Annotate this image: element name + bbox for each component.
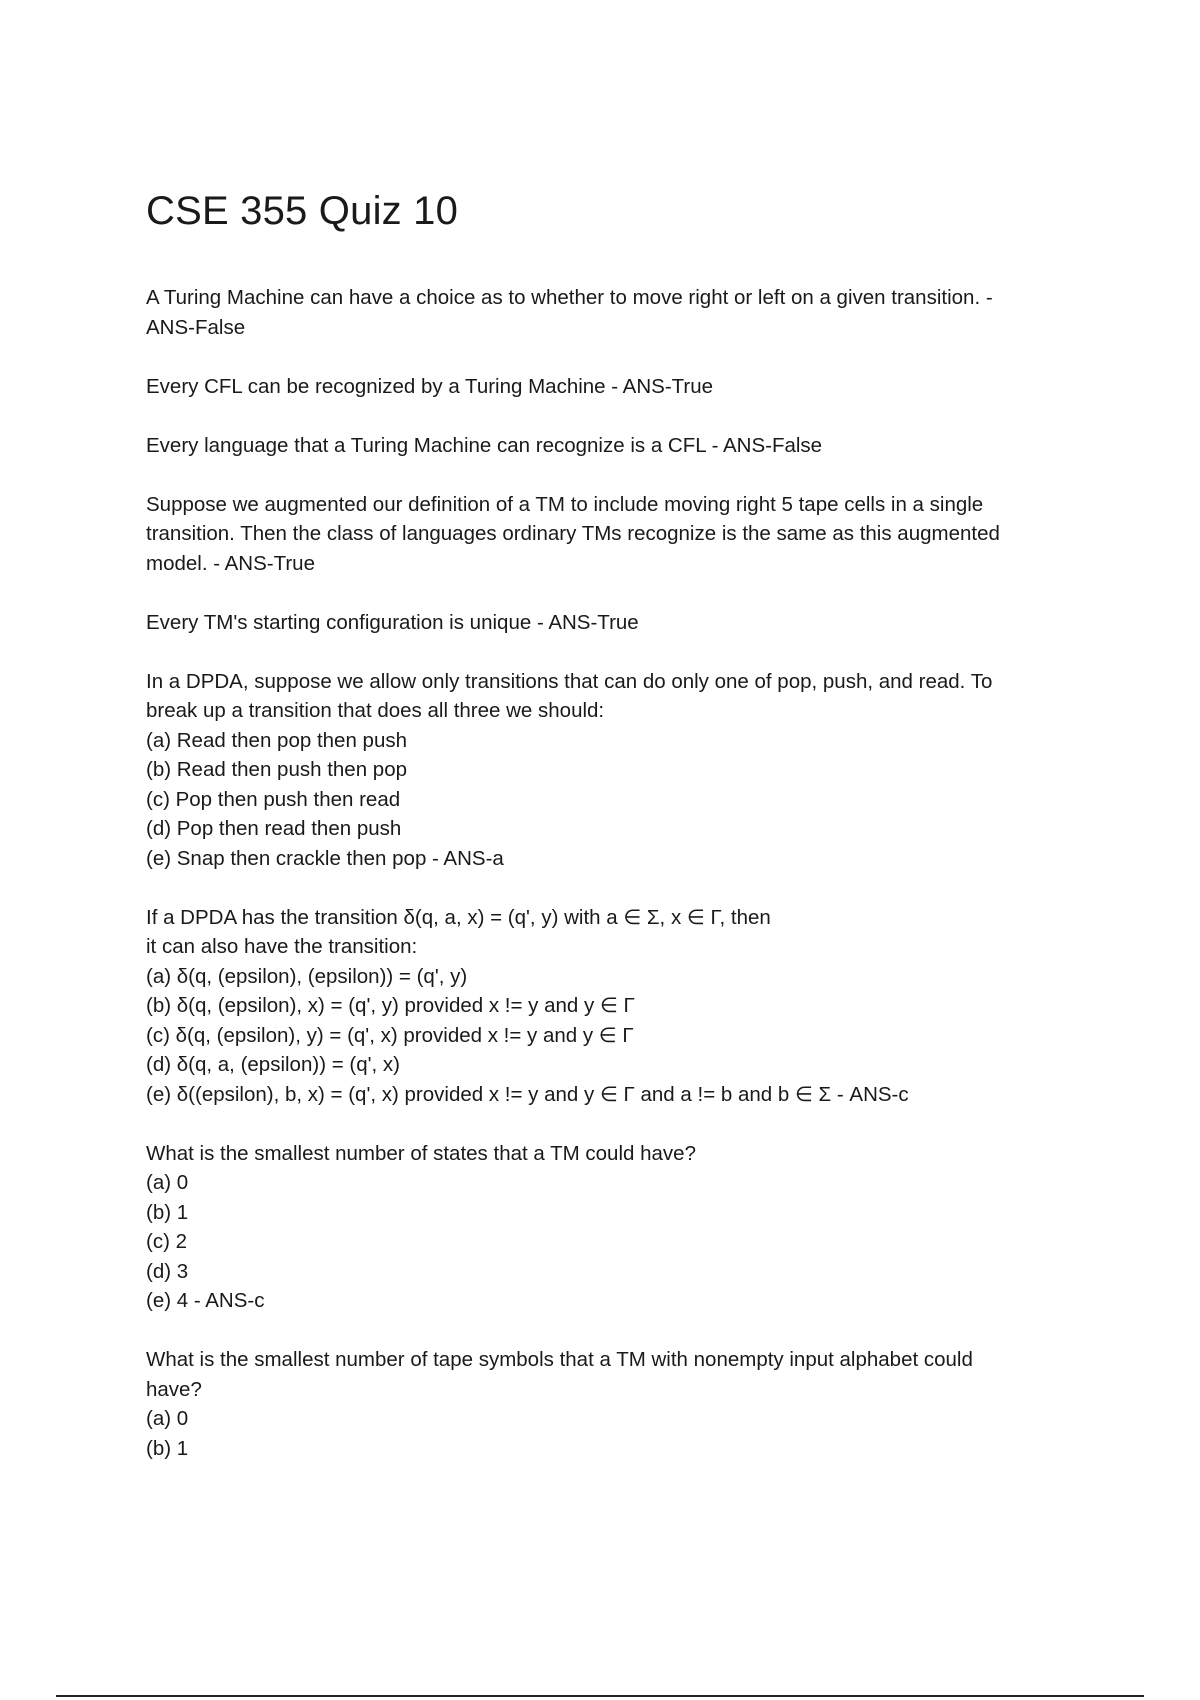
question-line: A Turing Machine can have a choice as to whether to move right or left on a given transition. -	[146, 286, 993, 309]
question-block	[146, 1345, 1086, 1463]
question-block	[146, 372, 1086, 402]
question-line: model. - ANS-True	[146, 551, 315, 575]
question-block	[146, 608, 1086, 638]
question-line: In a DPDA, suppose we allow only transitions that can do only one of pop, push, and read. To	[146, 669, 993, 693]
question-block	[146, 903, 1086, 1110]
question-line: (e) 4 - ANS-c	[146, 1289, 265, 1312]
document-title: CSE 355 Quiz 10	[146, 189, 459, 233]
question-line: (c) 2	[146, 1230, 187, 1253]
question-line: (a) 0	[146, 1171, 189, 1194]
question-line: (b) 1	[146, 1200, 189, 1224]
question-line: (d) Pop then read then push	[146, 817, 402, 840]
question-line: Suppose we augmented our definition of a TM to include moving right 5 tape cells in a single	[146, 492, 984, 516]
question-line: What is the smallest number of tape symbols that a TM with nonempty input alphabet could	[146, 1348, 973, 1371]
question-block	[146, 490, 1086, 579]
question-line: it can also have the transition:	[146, 935, 418, 958]
question-list	[146, 283, 1086, 1463]
question-line: ANS-False	[146, 315, 246, 339]
question-line: (d) 3	[146, 1259, 189, 1283]
question-line: (c) δ(q, (epsilon), y) = (q', x) provided x != y and y ∈ Γ	[146, 1023, 634, 1047]
question-line: (b) 1	[146, 1436, 189, 1460]
question-line: (a) Read then pop then push	[146, 728, 407, 752]
question-block	[146, 283, 1086, 342]
question-line: (e) Snap then crackle then pop - ANS-a	[146, 846, 504, 870]
question-line: (a) δ(q, (epsilon), (epsilon)) = (q', y)	[146, 964, 468, 988]
question-line: (b) δ(q, (epsilon), x) = (q', y) provided x != y and y ∈ Γ	[146, 994, 635, 1017]
question-line: have?	[146, 1377, 202, 1401]
question-line: break up a transition that does all three we should:	[146, 699, 605, 722]
question-line: (b) Read then push then pop	[146, 758, 407, 781]
document-page	[146, 185, 1086, 1493]
question-block	[146, 431, 1086, 461]
question-block	[146, 1139, 1086, 1316]
question-line: What is the smallest number of states that a TM could have?	[146, 1141, 696, 1165]
question-line: If a DPDA has the transition δ(q, a, x) = (q', y) with a ∈ Σ, x ∈ Γ, then	[146, 905, 771, 929]
question-line: transition. Then the class of languages ordinary TMs recognize is the same as this augmented	[146, 522, 1000, 545]
question-block	[146, 667, 1086, 874]
question-line: (e) δ((epsilon), b, x) = (q', x) provided x != y and y ∈ Γ and a != b and b ∈ Σ - ANS-c	[146, 1082, 909, 1106]
question-line: Every CFL can be recognized by a Turing Machine - ANS-True	[146, 374, 714, 398]
question-line: Every language that a Turing Machine can recognize is a CFL - ANS-False	[146, 433, 823, 457]
question-line: (c) Pop then push then read	[146, 787, 401, 811]
question-line: Every TM's starting configuration is unique - ANS-True	[146, 610, 639, 634]
question-line: (a) 0	[146, 1407, 189, 1430]
question-line: (d) δ(q, a, (epsilon)) = (q', x)	[146, 1053, 400, 1076]
page-bottom-rule	[56, 1695, 1144, 1697]
